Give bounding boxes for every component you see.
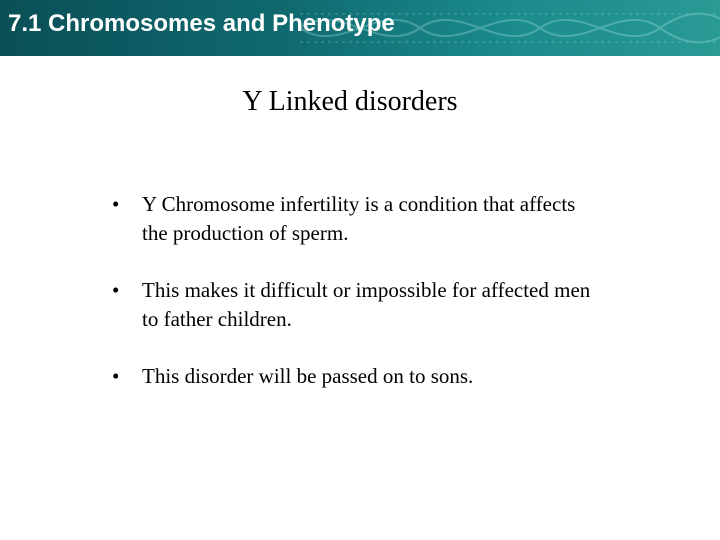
bullet-icon: • <box>112 278 120 302</box>
slide-heading: Y Linked disorders <box>242 86 458 117</box>
header-title: 7.1 Chromosomes and Phenotype <box>8 10 395 37</box>
bullet-text: This makes it difficult or impossible for affected men to father children. <box>142 278 591 331</box>
bullet-item <box>112 276 592 334</box>
bullet-text: Y Chromosome infertility is a condition that affects the production of sperm. <box>142 192 576 245</box>
bullet-item <box>112 190 592 248</box>
bullet-list <box>112 190 592 419</box>
bullet-item <box>112 362 592 391</box>
bullet-icon: • <box>112 364 120 388</box>
bullet-icon: • <box>112 192 120 216</box>
bullet-text: This disorder will be passed on to sons. <box>142 364 474 388</box>
header-bar <box>0 0 720 56</box>
